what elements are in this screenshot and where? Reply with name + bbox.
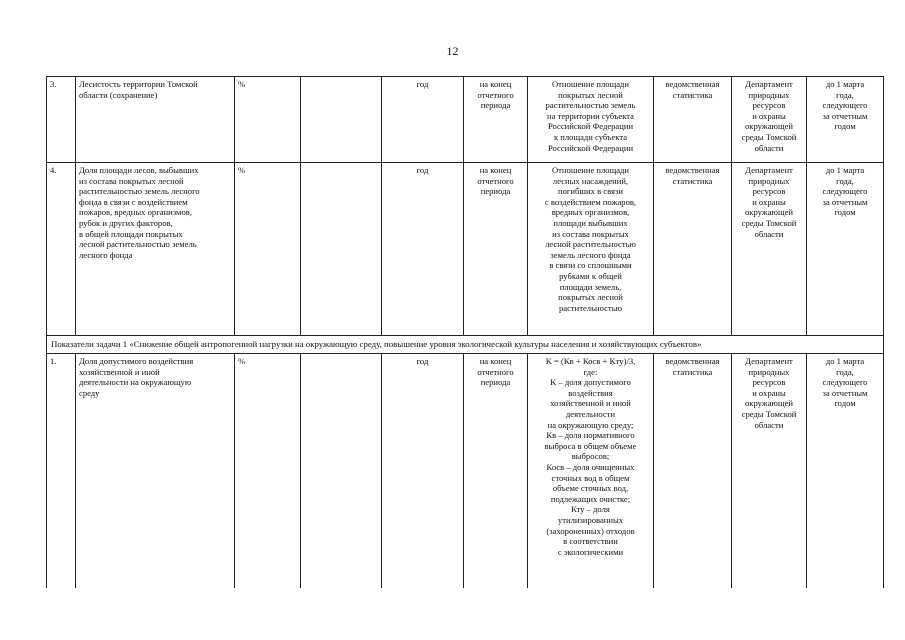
unit: % <box>235 163 301 336</box>
unit: % <box>235 354 301 588</box>
indicators-table <box>46 76 884 588</box>
periodicity: год <box>382 163 464 336</box>
calculation-method: Отношение площади лесных насаждений, погибших в связи с воздействием пожаров, вредных организмов, площади выбывших из состава покрытых лесной растительностью земель лесного фонда в связи со сплошными рубками к общей площади земель, покрытых лесной растительностью <box>528 163 654 336</box>
row-number: 4. <box>47 163 76 336</box>
periodicity: год <box>382 354 464 588</box>
row-number: 3. <box>47 77 76 163</box>
indicator-name: Лесистость территории Томской области (сохранение) <box>76 77 235 163</box>
responsible: Департамент природных ресурсов и охраны окружающей среды Томской области <box>732 77 807 163</box>
data-source: ведомственная статистика <box>654 354 732 588</box>
responsible: Департамент природных ресурсов и охраны окружающей среды Томской области <box>732 354 807 588</box>
calculation-method: Отношение площади покрытых лесной растительностью земель на территории субъекта Российской Федерации к площади субъекта Российской Федерации <box>528 77 654 163</box>
time-characteristic: на конец отчетного периода <box>464 163 528 336</box>
empty-cell <box>301 77 382 163</box>
indicator-name: Доля площади лесов, выбывших из состава покрытых лесной растительностью земель лесного фонда в связи с воздействием пожаров, вредных организмов, рубок и других факторов, в общей площади покрытых лесной растительностью земель лесного фонда <box>76 163 235 336</box>
calculation-method: K = (Кв + Коcв + Kту)/3, где: K – доля допустимого воздействия хозяйственной и иной деятельности на окружающую среду; Кв – доля нормативного выброса в общем объеме выбросов; Косв – доля очищенных сточных вод в общем объеме сточных вод, подлежащих очистке; Кту – доля утилизированных (захороненных) отходов в соответствии с экологическими <box>528 354 654 588</box>
responsible: Департамент природных ресурсов и охраны окружающей среды Томской области <box>732 163 807 336</box>
data-source: ведомственная статистика <box>654 163 732 336</box>
periodicity: год <box>382 77 464 163</box>
unit: % <box>235 77 301 163</box>
time-characteristic: на конец отчетного периода <box>464 77 528 163</box>
deadline: до 1 марта года, следующего за отчетным годом <box>807 354 884 588</box>
deadline: до 1 марта года, следующего за отчетным годом <box>807 163 884 336</box>
data-source: ведомственная статистика <box>654 77 732 163</box>
table-row <box>47 354 884 588</box>
page-number: 12 <box>446 44 459 58</box>
deadline: до 1 марта года, следующего за отчетным годом <box>807 77 884 163</box>
empty-cell <box>301 354 382 588</box>
task-header: Показатели задачи 1 «Снижение общей антропогенной нагрузки на окружающую среду, повышение уровня экологической культуры населения и хозяйствующих субъектов» <box>47 336 884 354</box>
indicator-name: Доля допустимого воздействия хозяйственной и иной деятельности на окружающую среду <box>76 354 235 588</box>
time-characteristic: на конец отчетного периода <box>464 354 528 588</box>
row-number: 1. <box>47 354 76 588</box>
task-header-row <box>47 336 884 354</box>
table-row <box>47 77 884 163</box>
empty-cell <box>301 163 382 336</box>
table-row <box>47 163 884 336</box>
